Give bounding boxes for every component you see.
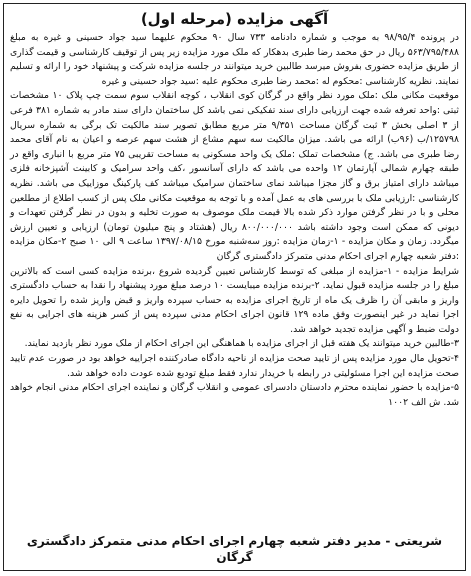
notice-title: آگهی مزایده (مرحله اول) — [140, 10, 329, 28]
paragraph-presence: ۵-مزایده با حضور نماینده محترم دادستان دادسرای عمومی و انقلاب گرگان و نماینده اجرای احکام مدنی انجام خواهد شد. ش الف ۱۰۰۲ — [10, 382, 459, 408]
notice-frame — [3, 3, 466, 571]
paragraph-delivery: ۴-تحویل مال مورد مزایده پس از تایید صحت مزایده از ناحیه دادگاه صادرکننده اجراییه خواهد بود در صورت عدم تایید صحت مزایده این اجرا مسئولیتی در رابطه با خریدار ندارد فقط مبلغ تودیع شده عودت داده خواهد شد. — [10, 353, 459, 379]
notice-signature: شریعتی - مدیر دفتر شعبه چهارم اجرای احکام مدنی متمرکز دادگستری گرگان — [26, 534, 443, 564]
paragraph-intro: در پرونده ۹۸/۹۵/۴ به موجب و شماره دادنامه ۷۳۳ سال ۹۰ محکوم علیهما سید جواد حسینی و غیره به مبلغ ۵۶۳/۷۹۵/۴۸۸ ریال در حق محمد رضا طبری بدهکار که ملک مورد مزایده زیر پس از توقیف کارشناسی و قیمت گذاری از طریق مزایده حضوری بفروش میرسد طالبین خرید میتوانند در جلسه مزایده شرکت و پیشنهاد خود را ارائه و تسلیم نمایند. نظریه کارشناسی :محکوم له :محمد رضا طبری محکوم علیه :سید جواد حسینی و غیره — [10, 32, 459, 87]
paragraph-conditions: شرایط مزایده - ۱-مزایده از مبلغی که توسط کارشناس تعیین گردیده شروع ،برنده مزایده کسی است که بالاترین مبلغ را در جلسه مزایده قبول نماید. ۲-برنده مزایده میبایست ۱۰ درصد مبلغ مورد پیشنهاد را نقدا به حساب دادگستری واریز و مابقی آن را ظرف یک ماه از تاریخ اجرای مزایده به حساب سپرده واریز و قبض واریز شده را تحویل دایره اجرا نماید در غیر اینصورت وفق ماده ۱۲۹ قانون اجرای احکام مدنی سپرده پس از کسر هزینه های اجرایی به نفع دولت ضبط و آگهی مزایده تجدید خواهد شد. — [10, 265, 460, 335]
paragraph-visit: ۳-طالبین خرید میتوانند یک هفته قبل از اجرای مزایده با هماهنگی این اجرای احکام از ملک مورد نظر بازدید نمایند. — [24, 338, 459, 350]
paragraph-property: موقعیت مکانی ملک :ملک مورد نظر واقع در گرگان کوی انقلاب ، کوچه انقلاب سوم سمت چپ پلاک ۱۰ مشخصات ثبتی :واحد تعرفه شده جهت ارزیابی دارای سند تفکیکی نمی باشد کل ساختمان دارای سند مادر به شماره ۳۸۱ فرعی از ۳ اصلی بخش ۳ ثبت گرگان مساحت ۹/۳۵۱ متر مربع مطابق تصویر سند مالکیت تک برگی به شماره سریال ۱۲۵۷۹۸/ب (۹۶ب) ارائه می باشد. میزان مالکیت سه سهم مشاع از هشت سهم عرصه و اعیان به نام آقای محمد رضا طبری می باشد. ج) مشخصات تملک :ملک یک واحد مسکونی به مساحت تقریبی ۷۵ متر مربع با انباری واقع در طبقه چهارم شمالی آپارتمان ۱۲ واحده می باشد که دارای آسانسور ،کف واحد سرامیک و کابینت آشپزخانه فلزی میباشد دارای امتیاز برق و گاز مجزا میباشد نمای ساختمان سرامیک میباشد کف پارکینگ موزاییک می باشد. نظریه کارشناسی :ارزیابی ملک با بررسی های به عمل آمده و با توجه به موقعیت مکانی ملک پس از کسب اطلاع از مطلعین محلی و با در نظر گرفتن موارد ذکر شده بالا قیمت ملک موصوف به صورت تخلیه و بدون در نظر گرفتن تعهدات و دیونی که ممکن است وجود داشته باشد ۸۰۰/۰۰۰/۰۰۰ ریال (هشتاد و پنج میلیون تومان) ارزیابی و تعیین ارزش میگردد. زمان و مکان مزایده - ۱-زمان مزایده :روز سه‌شنبه مورخ ۱۳۹۷/۰۸/۱۵ ساعت ۹ الی ۱۰ صبح ۲-مکان مزایده :دفتر شعبه چهارم اجرای احکام مدنی متمرکز دادگستری گرگان — [10, 90, 460, 262]
notice-body — [10, 31, 459, 410]
